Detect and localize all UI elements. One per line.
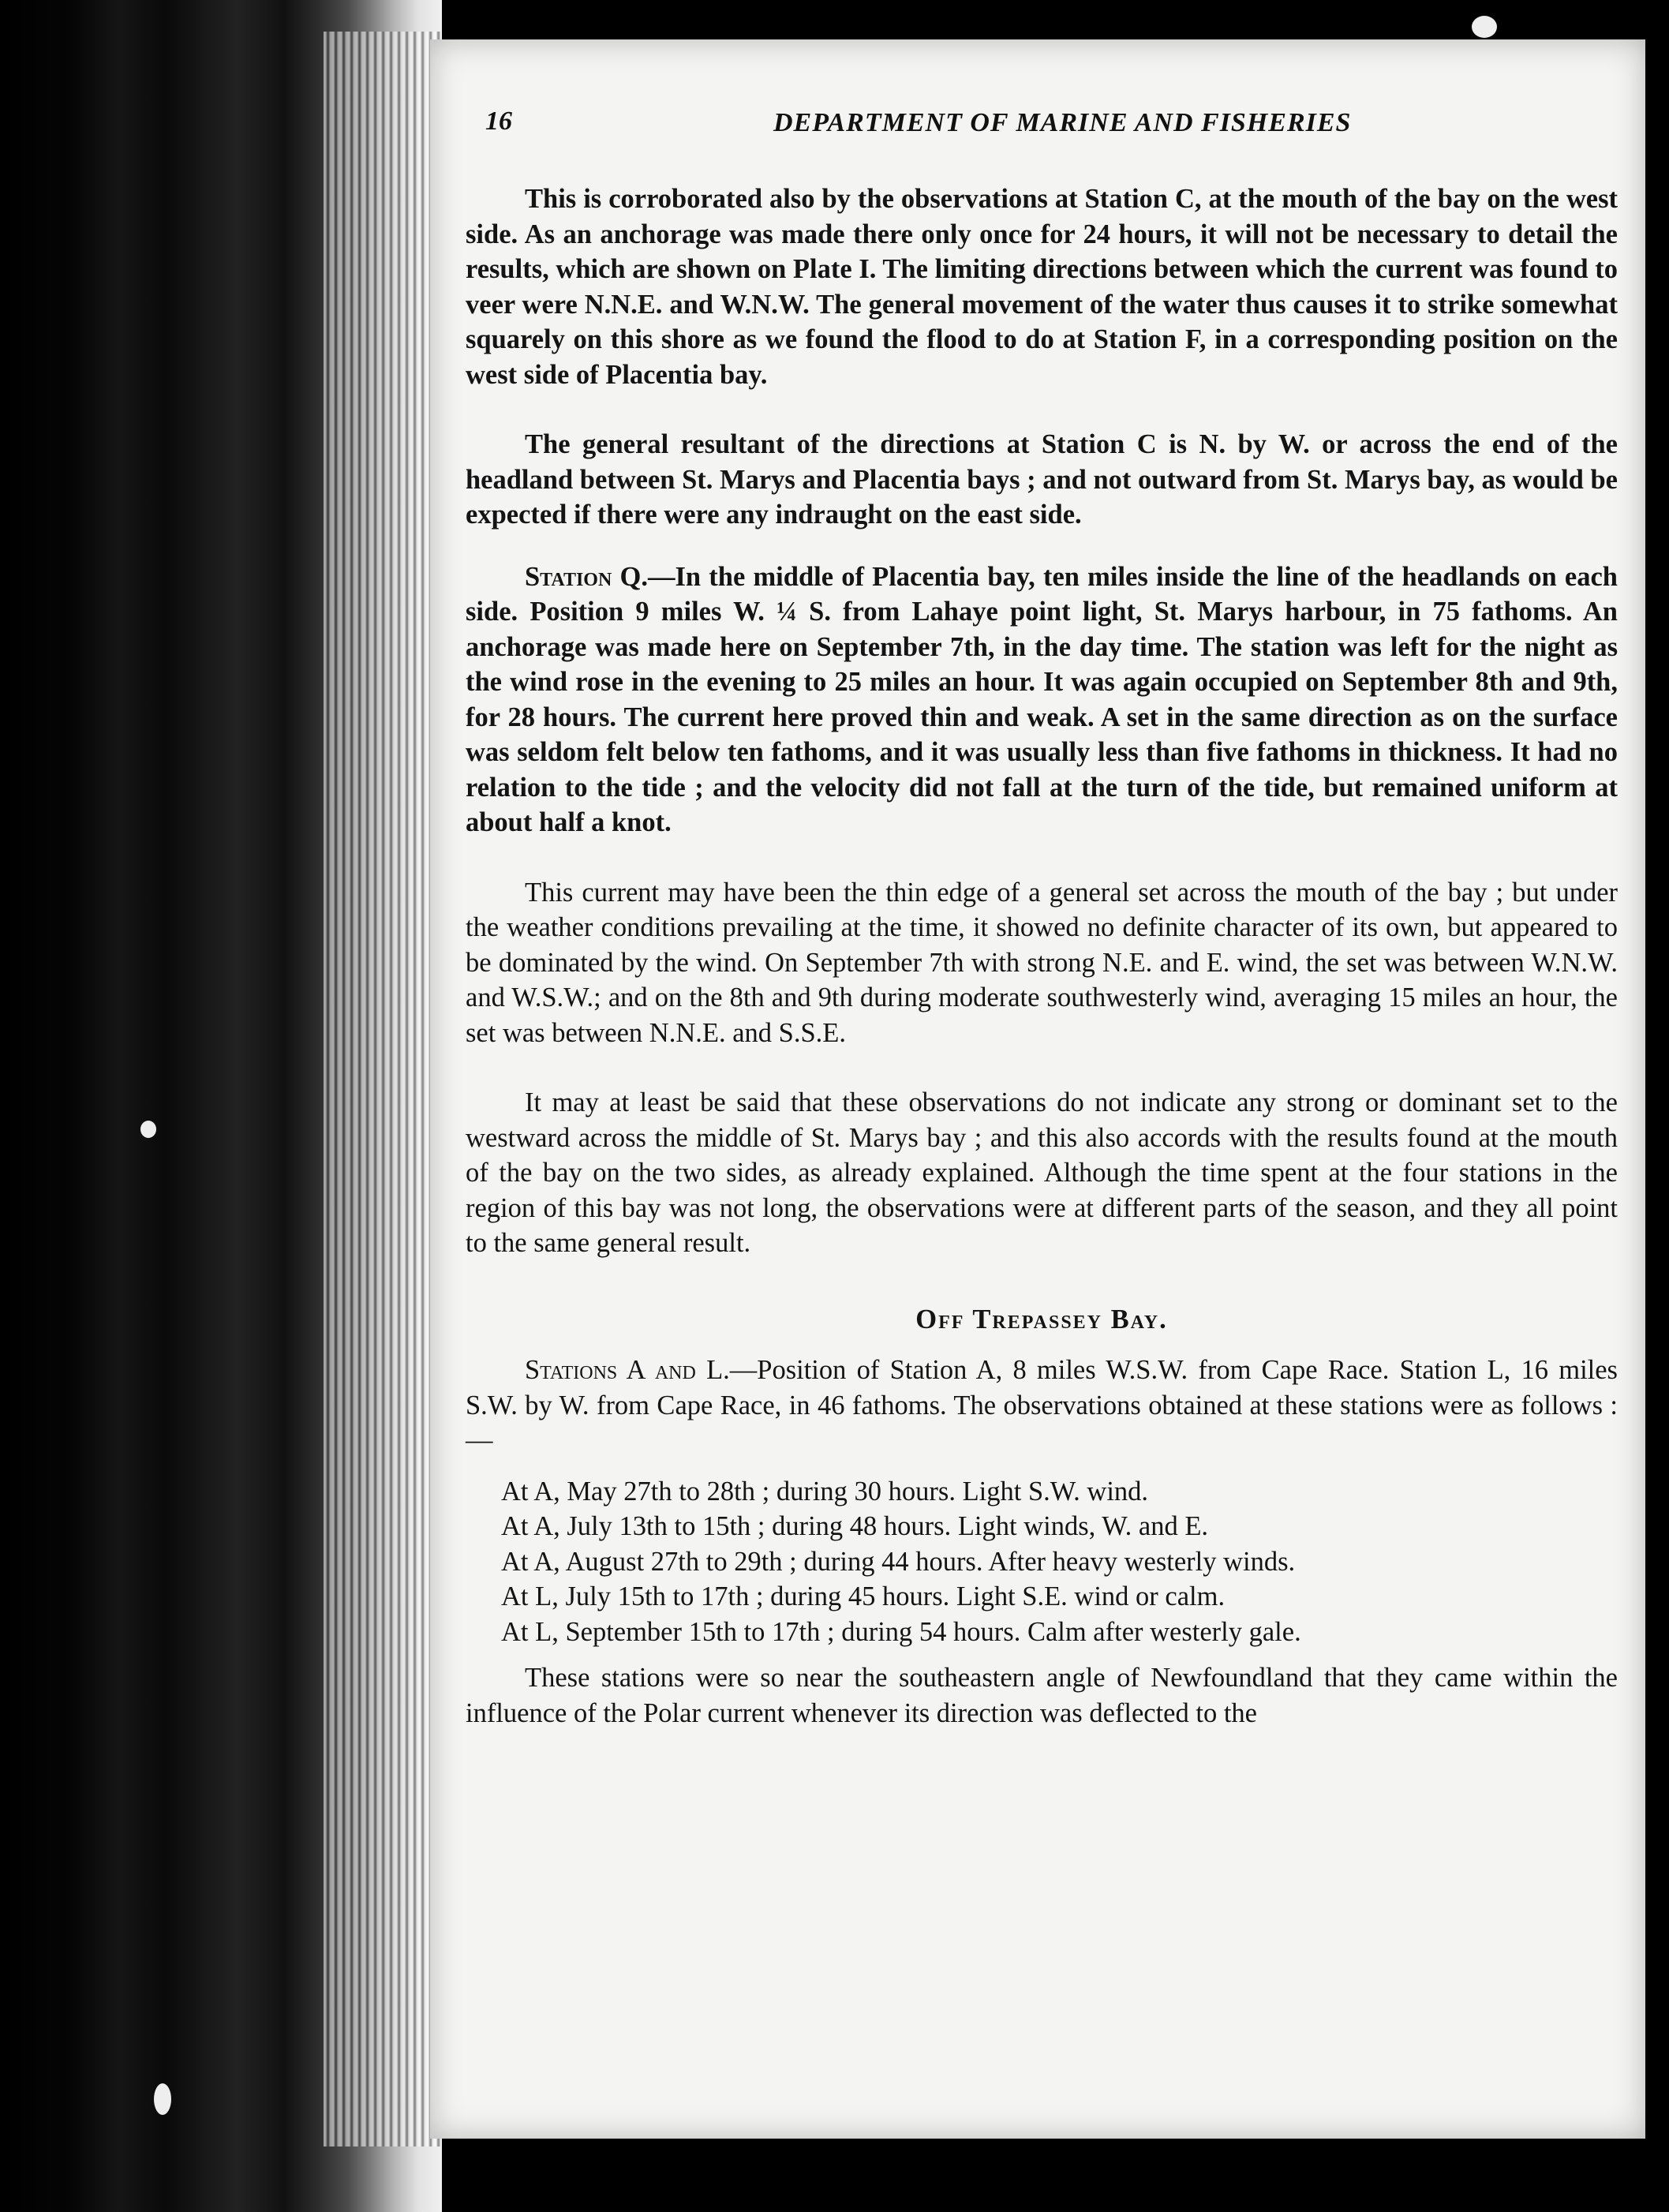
section-heading: Off Trepassey Bay. xyxy=(915,1304,1168,1334)
station-q-label: Station Q. xyxy=(525,561,648,592)
paragraph: It may at least be said that these observations do not indicate any strong or dominant set to the westward across the middle of St. Marys bay ; and this also accords with the results found at the mouth of the bay on the two sides, as already explained. Although the time spent at the four stations in the region of this bay was not long, the observations were at different parts of the season, and they all point to the same general result. xyxy=(466,1087,1618,1258)
observation-item: At A, May 27th to 28th ; during 30 hours. Light S.W. wind. xyxy=(501,1476,1149,1506)
station-q-text: —In the middle of Placentia bay, ten miles inside the line of the headlands on each side. Position 9 miles W. ¼ S. from Lahaye point light, St. Marys harbour, in 75 fathoms. An anchorage was made here on September 7th, in the day time. The station was left for the night as the wind rose in the evening to 25 miles an hour. It was again occupied on September 8th and 9th, for 28 hours. The current here proved thin and weak. A set in the same direction as on the surface was seldom felt below ten fathoms, and it was usually less than five fathoms in thickness. It had no relation to the tide ; and the velocity did not fall at the turn of the tide, but remained uniform at about half a knot. xyxy=(466,561,1618,837)
paragraph: This is corroborated also by the observations at Station C, at the mouth of the bay on the west side. As an anchorage was made there only once for 24 hours, it will not be necessary to detail the results, which are shown on Plate I. The limiting directions between which the current was found to veer were N.N.E. and W.N.W. The general movement of the water thus causes it to strike somewhat squarely on this shore as we found the flood to do at Station F, in a corresponding position on the west side of Placentia bay. xyxy=(466,184,1618,390)
scan-speck xyxy=(140,1121,156,1138)
running-head: DEPARTMENT OF MARINE AND FISHERIES xyxy=(773,108,1352,137)
closing-paragraph: These stations were so near the southeastern angle of Newfoundland that they came within the influence of the Polar current whenever its direction was deflected to the xyxy=(466,1663,1618,1728)
observation-list xyxy=(466,1474,1618,1650)
observation-item: At L, September 15th to 17th ; during 54 hours. Calm after westerly gale. xyxy=(501,1616,1301,1647)
stations-al-paragraph xyxy=(466,1353,1618,1458)
station-q-paragraph xyxy=(466,560,1618,840)
stations-al-text: —Position of Station A, 8 miles W.S.W. from Cape Race. Station L, 16 miles S.W. by W. from Cape Race, in 46 fathoms. The observations obtained at these stations were as follows :— xyxy=(466,1355,1618,1455)
body-text xyxy=(466,182,1618,1731)
observation-item: At L, July 15th to 17th ; during 45 hours. Light S.E. wind or calm. xyxy=(501,1581,1226,1611)
page-number: 16 xyxy=(485,107,512,136)
scan-speck xyxy=(1472,16,1497,38)
observation-item: At A, August 27th to 29th ; during 44 hours. After heavy westerly winds. xyxy=(501,1546,1296,1577)
page-edges xyxy=(324,32,442,2147)
scan-speck xyxy=(154,2083,171,2115)
stations-al-label: Stations A and L. xyxy=(525,1355,730,1385)
paragraph: This current may have been the thin edge of a general set across the mouth of the bay ; but under the weather conditions prevailing at the time, it showed no definite character of its own, but appeared to be dominated by the wind. On September 7th with strong N.E. and E. wind, the set was between W.N.W. and W.S.W.; and on the 8th and 9th during moderate southwesterly wind, averaging 15 miles an hour, the set was between N.N.E. and S.S.E. xyxy=(466,877,1618,1048)
paragraph: The general resultant of the directions at Station C is N. by W. or across the end of the headland between St. Marys and Placentia bays ; and not outward from St. Marys bay, as would be expected if there were any indraught on the east side. xyxy=(466,429,1618,530)
observation-item: At A, July 13th to 15th ; during 48 hours. Light winds, W. and E. xyxy=(501,1511,1209,1541)
